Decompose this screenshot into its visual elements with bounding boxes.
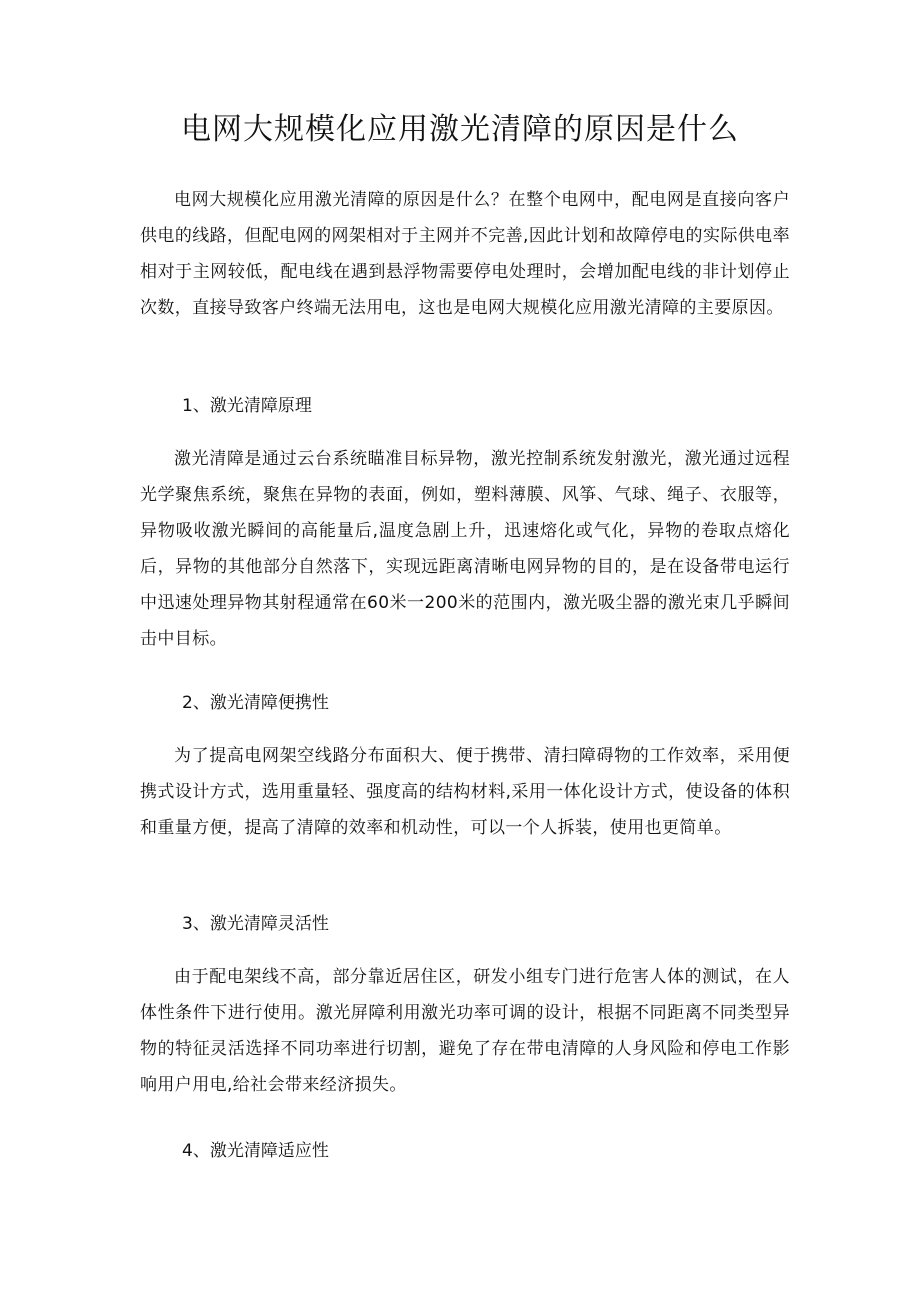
section-heading-portability: 2、激光清障便携性 xyxy=(182,693,329,713)
section-body-portability: 为了提高电网架空线路分布面积大、便于携带、清扫障碍物的工作效率，采用便携式设计方式，选用重量轻、强度高的结构材料,采用一体化设计方式，使设备的体积和重量方便，提高了清障的效率和机动性，可以一个人拆装，使用也更简单。 xyxy=(140,746,790,838)
section-heading-adaptability: 4、激光清障适应性 xyxy=(182,1141,329,1161)
section-body-principle: 激光清障是通过云台系统瞄准目标异物，激光控制系统发射激光，激光通过远程光学聚焦系统，聚焦在异物的表面，例如，塑料薄膜、风筝、气球、绳子、衣服等，异物吸收激光瞬间的高能量后,温度急剧上升，迅速熔化或气化，异物的卷取点熔化后，异物的其他部分自然落下，实现远距离清晰电网异物的目的，是在设备带电运行中迅速处理异物其射程通常在60米一200米的范围内，激光吸尘器的激光束几乎瞬间击中目标。 xyxy=(140,449,790,649)
intro-paragraph: 电网大规模化应用激光清障的原因是什么？在整个电网中，配电网是直接向客户供电的线路，但配电网的网架相对于主网并不完善,因此计划和故障停电的实际供电率相对于主网较低，配电线在遇到悬浮物需要停电处理时，会增加配电线的非计划停止次数，直接导致客户终端无法用电，这也是电网大规模化应用激光清障的主要原因。 xyxy=(140,190,790,318)
section-heading-flexibility: 3、激光清障灵活性 xyxy=(182,914,329,934)
section-body-flexibility: 由于配电架线不高，部分靠近居住区，研发小组专门进行危害人体的测试，在人体性条件下进行使用。激光屏障利用激光功率可调的设计，根据不同距离不同类型异物的特征灵活选择不同功率进行切割，避免了存在带电清障的人身风险和停电工作影响用户用电,给社会带来经济损失。 xyxy=(140,967,790,1095)
document-title: 电网大规模化应用激光清障的原因是什么 xyxy=(181,112,739,147)
section-heading-principle: 1、激光清障原理 xyxy=(182,396,312,416)
